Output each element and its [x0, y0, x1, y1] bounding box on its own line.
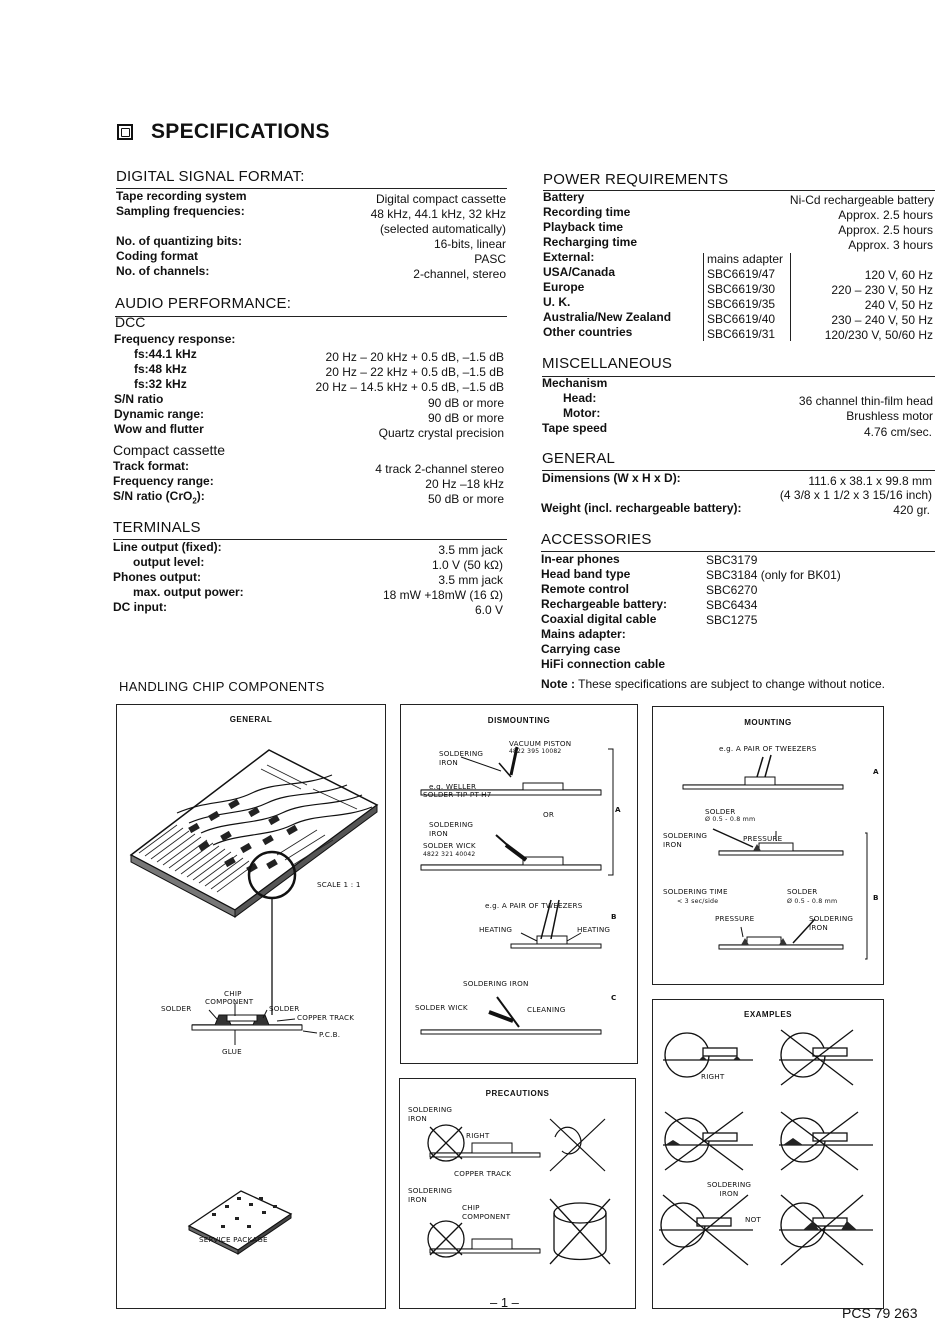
digital-value: 48 kHz, 44.1 kHz, 32 kHz: [370, 207, 506, 221]
adapter-divider-left: [703, 253, 704, 341]
misc-value: 36 channel thin-film head: [798, 394, 933, 408]
cc-label-snr: [113, 489, 205, 508]
acc-label: Mains adapter:: [541, 627, 626, 641]
terminal-label: Line output (fixed):: [113, 540, 222, 554]
heating-left-label: HEATING: [479, 925, 513, 934]
region-value: 230 – 240 V, 50 Hz: [831, 313, 933, 327]
power-value: Approx. 3 hours: [848, 238, 933, 252]
solder-right-label: SOLDER: [269, 1004, 300, 1013]
handling-heading: HANDLING CHIP COMPONENTS: [119, 679, 325, 694]
acc-value: SBC3179: [706, 553, 758, 567]
terminal-value: 3.5 mm jack: [438, 573, 503, 587]
misc-label: Head:: [563, 391, 597, 405]
weller-label: e.g. WELLER: [429, 782, 477, 791]
mount-b-label: B: [873, 893, 879, 902]
region-label: USA/Canada: [543, 265, 616, 279]
prec-soldering-iron-label: SOLDERING IRON: [408, 1105, 453, 1123]
acc-label: In-ear phones: [541, 552, 620, 566]
adapter-divider-right: [790, 253, 791, 341]
solder-wick-label: SOLDER WICK: [423, 841, 476, 850]
adapter-header: mains adapter: [707, 252, 784, 266]
digital-label: Tape recording system: [116, 189, 247, 203]
region-value: 120 V, 60 Hz: [864, 268, 933, 282]
acc-value: SBC3184 (only for BK01): [706, 568, 841, 582]
digital-label: Sampling frequencies:: [116, 204, 245, 218]
mount-soldering-iron-label: SOLDERING IRON: [663, 831, 708, 849]
mount-pressure-2-label: PRESSURE: [715, 914, 755, 923]
cc-value: 20 Hz –18 kHz: [425, 477, 504, 491]
power-label: Recording time: [543, 205, 631, 219]
weller-tip-label: SOLDER TIP PT-H7: [423, 790, 492, 799]
misc-label: Mechanism: [542, 376, 608, 390]
cc-label: Frequency range:: [113, 474, 214, 488]
audio-label: fs:48 kHz: [134, 362, 187, 376]
acc-label: HiFi connection cable: [541, 657, 666, 671]
region-label: Other countries: [543, 325, 633, 339]
region-label: Australia/New Zealand: [543, 310, 672, 324]
pcb-label: P.C.B.: [319, 1030, 341, 1039]
digital-value: 16-bits, linear: [433, 237, 506, 251]
chip-label: CHIP: [224, 989, 242, 998]
acc-label: Head band type: [541, 567, 631, 581]
cc-label-text: S/N ratio (CrO: [113, 489, 193, 503]
terminal-label: Phones output:: [113, 570, 201, 584]
cc-subheading: Compact cassette: [113, 442, 226, 458]
mount-time-value: < 3 sec/side: [677, 898, 719, 905]
mount-a-label: A: [873, 767, 879, 776]
cc-label: Track format:: [113, 459, 190, 473]
scale-label: SCALE 1 : 1: [317, 880, 361, 889]
general-diagram-box: [116, 704, 386, 1309]
weight-value: 420 gr.: [893, 503, 930, 517]
mount-pressure-label: PRESSURE: [743, 834, 783, 843]
digital-value: 2-channel, stereo: [413, 267, 506, 281]
note: [541, 677, 885, 692]
acc-label: Carrying case: [541, 642, 621, 656]
examples-box: [652, 999, 884, 1309]
terminal-label: DC input:: [113, 600, 167, 614]
power-heading: POWER REQUIREMENTS: [543, 171, 729, 188]
note-text: These specifications are subject to change without notice.: [578, 677, 885, 691]
region-code: SBC6619/47: [707, 267, 776, 281]
digital-value: PASC: [474, 252, 506, 266]
audio-value: 20 Hz – 14.5 kHz + 0.5 dB, –1.5 dB: [315, 380, 504, 394]
audio-value: Quartz crystal precision: [378, 426, 504, 440]
tweezers-label: e.g. A PAIR OF TWEEZERS: [485, 901, 583, 910]
examples-right-label: RIGHT: [701, 1072, 725, 1081]
cc-label-sub: 2: [192, 496, 197, 506]
mount-solder-2-label: SOLDER: [787, 887, 818, 896]
digital-heading: DIGITAL SIGNAL FORMAT:: [116, 168, 305, 185]
terminal-label: max. output power:: [133, 585, 244, 599]
page-number: – 1 –: [490, 1295, 519, 1310]
glue-label: GLUE: [222, 1047, 242, 1056]
solder-wick-2-label: SOLDER WICK: [415, 1003, 468, 1012]
note-label: Note :: [541, 677, 575, 691]
acc-value: SBC1275: [706, 613, 758, 627]
digital-value: (selected automatically): [379, 222, 506, 236]
region-code: SBC6619/31: [707, 327, 776, 341]
digital-label: Coding format: [116, 249, 198, 263]
general-diagram-title: GENERAL: [229, 715, 273, 724]
solder-wick-code: 4822 321 40042: [423, 851, 476, 858]
dim-label: Dimensions (W x H x D):: [542, 471, 681, 485]
or-label: OR: [543, 810, 555, 819]
region-code: SBC6619/30: [707, 282, 776, 296]
region-value: 220 – 230 V, 50 Hz: [831, 283, 933, 297]
b-label: B: [611, 912, 617, 921]
power-value: Approx. 2.5 hours: [838, 223, 933, 237]
vacuum-label: VACUUM PISTON: [509, 739, 572, 748]
precautions-box: [399, 1078, 636, 1309]
copper-track-label: COPPER TRACK: [297, 1013, 355, 1022]
document-code: PCS 79 263: [842, 1305, 918, 1321]
precautions-title: PRECAUTIONS: [485, 1089, 550, 1098]
audio-label: fs:44.1 kHz: [134, 347, 197, 361]
dismounting-box: [400, 704, 638, 1064]
mount-solder-size-2: Ø 0.5 - 0.8 mm: [787, 898, 838, 905]
audio-label: fs:32 kHz: [134, 377, 187, 391]
component-label: COMPONENT: [205, 997, 254, 1006]
audio-label: Wow and flutter: [114, 422, 204, 436]
soldering-iron-2-label: SOLDERING IRON: [429, 820, 474, 838]
misc-label: Tape speed: [542, 421, 608, 435]
digital-value: Digital compact cassette: [375, 192, 506, 206]
acc-label: Remote control: [541, 582, 630, 596]
prec-component-label: COMPONENT: [462, 1212, 511, 1221]
solder-left-label: SOLDER: [161, 1004, 192, 1013]
external-label: External:: [543, 250, 595, 264]
digital-label: No. of channels:: [116, 264, 210, 278]
misc-heading: MISCELLANEOUS: [542, 355, 673, 372]
power-rule: [543, 190, 935, 191]
prec-chip-label: CHIP: [462, 1203, 480, 1212]
cc-value: 4 track 2-channel stereo: [375, 462, 504, 476]
prec-soldering-iron-2-label: SOLDERING IRON: [408, 1186, 453, 1204]
heating-right-label: HEATING: [577, 925, 611, 934]
dim-inch: (4 3/8 x 1 1/2 x 3 15/16 inch): [779, 488, 932, 502]
mounting-box: [652, 706, 884, 985]
examples-not-label: NOT: [745, 1215, 762, 1224]
mount-soldering-iron-2-label: SOLDERING IRON: [809, 914, 854, 932]
region-code: SBC6619/40: [707, 312, 776, 326]
dcc-subheading: DCC: [115, 314, 146, 330]
audio-value: 90 dB or more: [427, 411, 504, 425]
freq-label: Frequency response:: [114, 332, 236, 346]
soldering-iron-label: SOLDERING IRON: [439, 749, 484, 767]
power-value: Ni-Cd rechargeable battery: [789, 193, 934, 207]
accessories-heading: ACCESSORIES: [541, 531, 652, 548]
cleaning-label: CLEANING: [527, 1005, 566, 1014]
audio-value: 90 dB or more: [427, 396, 504, 410]
terminal-value: 3.5 mm jack: [438, 543, 503, 557]
audio-heading: AUDIO PERFORMANCE:: [115, 295, 292, 312]
region-code: SBC6619/35: [707, 297, 776, 311]
audio-value: 20 Hz – 22 kHz + 0.5 dB, –1.5 dB: [325, 365, 504, 379]
audio-rule: [115, 316, 507, 317]
examples-soldering-iron-label: SOLDERING IRON: [707, 1180, 752, 1198]
audio-value: 20 Hz – 20 kHz + 0.5 dB, –1.5 dB: [325, 350, 504, 364]
examples-title: EXAMPLES: [743, 1010, 792, 1019]
power-label: Playback time: [543, 220, 624, 234]
title-icon: [117, 124, 133, 140]
terminals-heading: TERMINALS: [113, 519, 201, 536]
misc-label: Motor:: [563, 406, 601, 420]
acc-label: Coaxial digital cable: [541, 612, 657, 626]
power-value: Approx. 2.5 hours: [838, 208, 933, 222]
mount-time-label: SOLDERING TIME: [663, 887, 728, 896]
acc-value: SBC6270: [706, 583, 758, 597]
terminal-label: output level:: [133, 555, 205, 569]
region-label: Europe: [543, 280, 585, 294]
misc-value: 4.76 cm/sec.: [863, 425, 932, 439]
a-label: A: [615, 805, 621, 814]
page-title: SPECIFICATIONS: [151, 120, 330, 143]
cc-value: 50 dB or more: [427, 492, 504, 506]
c-label: C: [611, 993, 617, 1002]
misc-value: Brushless motor: [846, 409, 933, 423]
examples-illustration: [653, 1000, 883, 1308]
region-value: 240 V, 50 Hz: [864, 298, 933, 312]
dim-value: 111.6 x 38.1 x 99.8 mm: [808, 474, 932, 488]
pcb-illustration: [117, 705, 385, 1308]
mount-solder-label: SOLDER: [705, 807, 736, 816]
terminal-value: 18 mW +18mW (16 Ω): [383, 588, 503, 602]
region-value: 120/230 V, 50/60 Hz: [824, 328, 933, 342]
mount-tweezers-label: e.g. A PAIR OF TWEEZERS: [719, 744, 817, 753]
acc-label: Rechargeable battery:: [541, 597, 668, 611]
dismounting-title: DISMOUNTING: [487, 716, 551, 725]
mount-solder-size: Ø 0.5 - 0.8 mm: [705, 816, 756, 823]
acc-value: SBC6434: [706, 598, 758, 612]
terminal-value: 6.0 V: [474, 603, 503, 617]
general-heading: GENERAL: [542, 450, 616, 467]
prec-right-label: RIGHT: [466, 1131, 490, 1140]
cc-label-tail: ):: [196, 489, 205, 503]
prec-copper-label: COPPER TRACK: [454, 1169, 512, 1178]
power-label: Battery: [543, 190, 585, 204]
region-label: U. K.: [543, 295, 571, 309]
audio-label: Dynamic range:: [114, 407, 205, 421]
power-label: Recharging time: [543, 235, 638, 249]
audio-label: S/N ratio: [114, 392, 164, 406]
vacuum-code: 4822 395 10082: [509, 748, 562, 755]
digital-label: No. of quantizing bits:: [116, 234, 242, 248]
weight-label: Weight (incl. rechargeable battery):: [541, 501, 742, 515]
soldering-iron-3-label: SOLDERING IRON: [463, 979, 529, 988]
terminal-value: 1.0 V (50 kΩ): [432, 558, 503, 572]
service-package-label: SERVICE PACKAGE: [199, 1235, 268, 1244]
mounting-title: MOUNTING: [744, 718, 792, 727]
